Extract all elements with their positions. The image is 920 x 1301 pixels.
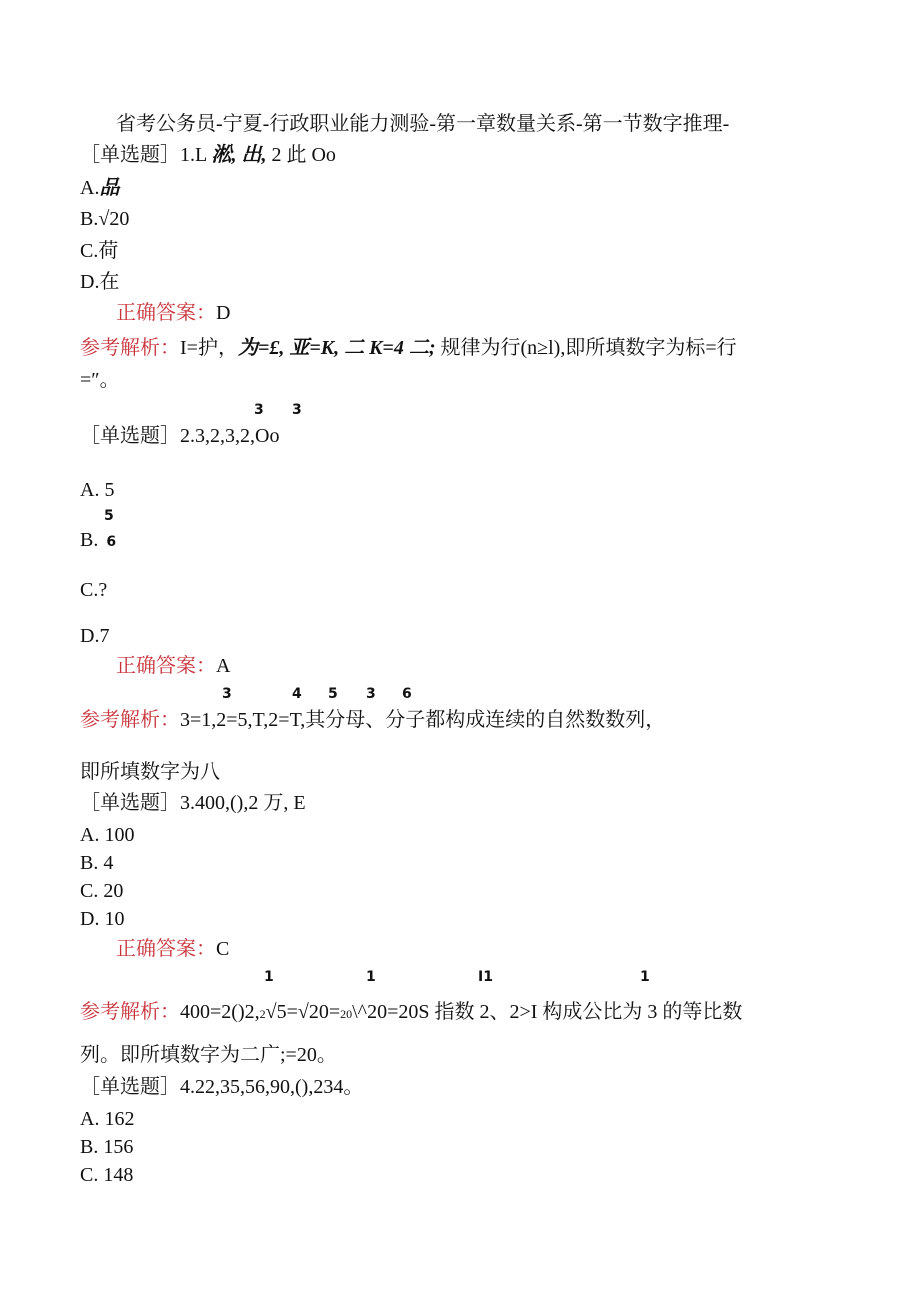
question-2-option-d[interactable]: D.7 (80, 625, 110, 647)
question-type-tag: ［单选题］ (80, 1076, 180, 1098)
question-4-option-c[interactable]: C. 148 (80, 1164, 134, 1186)
question-type-tag: ［单选题］ (80, 792, 180, 814)
stem-text: 2.3,2,3,2,Oo (180, 425, 280, 447)
question-type-tag: ［单选题］ (80, 144, 180, 166)
option-value: 6 (106, 534, 117, 550)
question-1-option-a[interactable] (80, 176, 119, 200)
superscript-numeral: 5 (104, 508, 114, 524)
question-3-option-b[interactable]: B. 4 (80, 852, 114, 874)
question-3-option-a[interactable]: A. 100 (80, 824, 135, 846)
analysis-text-end: \^20=20S 指数 2、2>I 构成公比为 3 的等比数 (352, 1001, 743, 1023)
question-2-option-b[interactable] (80, 528, 116, 554)
question-2-answer (116, 654, 230, 678)
stem-text: 4.22,35,56,90,(),234。 (180, 1076, 364, 1098)
superscript-numeral: 1 (366, 969, 376, 985)
option-letter: B. (80, 529, 99, 551)
analysis-garbled-text: 为=£, 亚=K, 二 K=4 二; (237, 337, 436, 359)
question-2-analysis-line-2: 即所填数字为八 (80, 761, 220, 783)
superscript-numeral: 3 (254, 402, 264, 418)
option-value: 品 (99, 177, 120, 199)
answer-value: C (216, 938, 230, 960)
question-3-option-c[interactable]: C. 20 (80, 880, 124, 902)
question-1-option-d[interactable]: D.在 (80, 271, 120, 293)
option-letter: A. (80, 177, 100, 199)
question-2-analysis (80, 708, 665, 732)
subscript-numeral: 20 (340, 1007, 353, 1021)
stem-text-end: 2 此 Oo (266, 144, 336, 166)
analysis-label: 参考解析： (80, 709, 180, 731)
stem-text: 1.L (180, 144, 212, 166)
document-title: 省考公务员-宁夏-行政职业能力测验-第一章数量关系-第一节数字推理- (116, 113, 730, 135)
subscript-numeral: 2 (259, 1007, 266, 1021)
analysis-text-mid: √5=√20= (265, 1001, 341, 1023)
question-1-option-b[interactable]: B.√20 (80, 208, 130, 230)
stem-text: 3.400,(),2 万, E (180, 792, 306, 814)
question-2-option-a[interactable]: A. 5 (80, 479, 115, 501)
question-3-answer (116, 937, 229, 961)
question-1-analysis-line-2: =″。 (80, 369, 120, 391)
superscript-numeral: 3 (366, 686, 376, 702)
superscript-numeral: I1 (478, 969, 493, 985)
superscript-numeral: 4 (292, 686, 302, 702)
answer-label: 正确答案： (116, 302, 216, 324)
analysis-label: 参考解析： (80, 337, 180, 359)
question-2-stem (80, 424, 279, 448)
analysis-text: 3=1,2=5,T,2=T,其分母、分子都构成连续的自然数数列， (180, 709, 666, 731)
question-3-option-d[interactable]: D. 10 (80, 908, 125, 930)
superscript-numeral: 1 (264, 969, 274, 985)
answer-value: A (216, 655, 231, 677)
question-4-stem (80, 1075, 363, 1099)
analysis-text-end: 规律为行(n≥l),即所填数字为标=行 (435, 337, 737, 359)
question-type-tag: ［单选题］ (80, 425, 180, 447)
analysis-label: 参考解析： (80, 1001, 180, 1023)
question-1-analysis (80, 336, 737, 360)
superscript-numeral: 5 (328, 686, 338, 702)
question-1-answer (116, 301, 230, 325)
superscript-numeral: 6 (402, 686, 412, 702)
question-3-stem (80, 791, 306, 815)
question-2-option-c[interactable]: C.? (80, 579, 108, 601)
question-1-stem (80, 143, 336, 167)
question-3-analysis-line-2: 列。即所填数字为二广;=20。 (80, 1044, 337, 1066)
answer-label: 正确答案： (116, 655, 216, 677)
superscript-numeral: 3 (292, 402, 302, 418)
question-4-option-b[interactable]: B. 156 (80, 1136, 134, 1158)
answer-value: D (216, 302, 231, 324)
analysis-text: 400=2()2, (180, 1001, 260, 1023)
superscript-numeral: 3 (222, 686, 232, 702)
superscript-numeral: 1 (640, 969, 650, 985)
question-4-option-a[interactable]: A. 162 (80, 1108, 135, 1130)
answer-label: 正确答案： (116, 938, 216, 960)
question-3-analysis (80, 1000, 742, 1026)
stem-garbled-text: 淞, 出, (211, 144, 267, 166)
analysis-text: I=护， (180, 337, 238, 359)
question-1-option-c[interactable]: C.荷 (80, 240, 119, 262)
